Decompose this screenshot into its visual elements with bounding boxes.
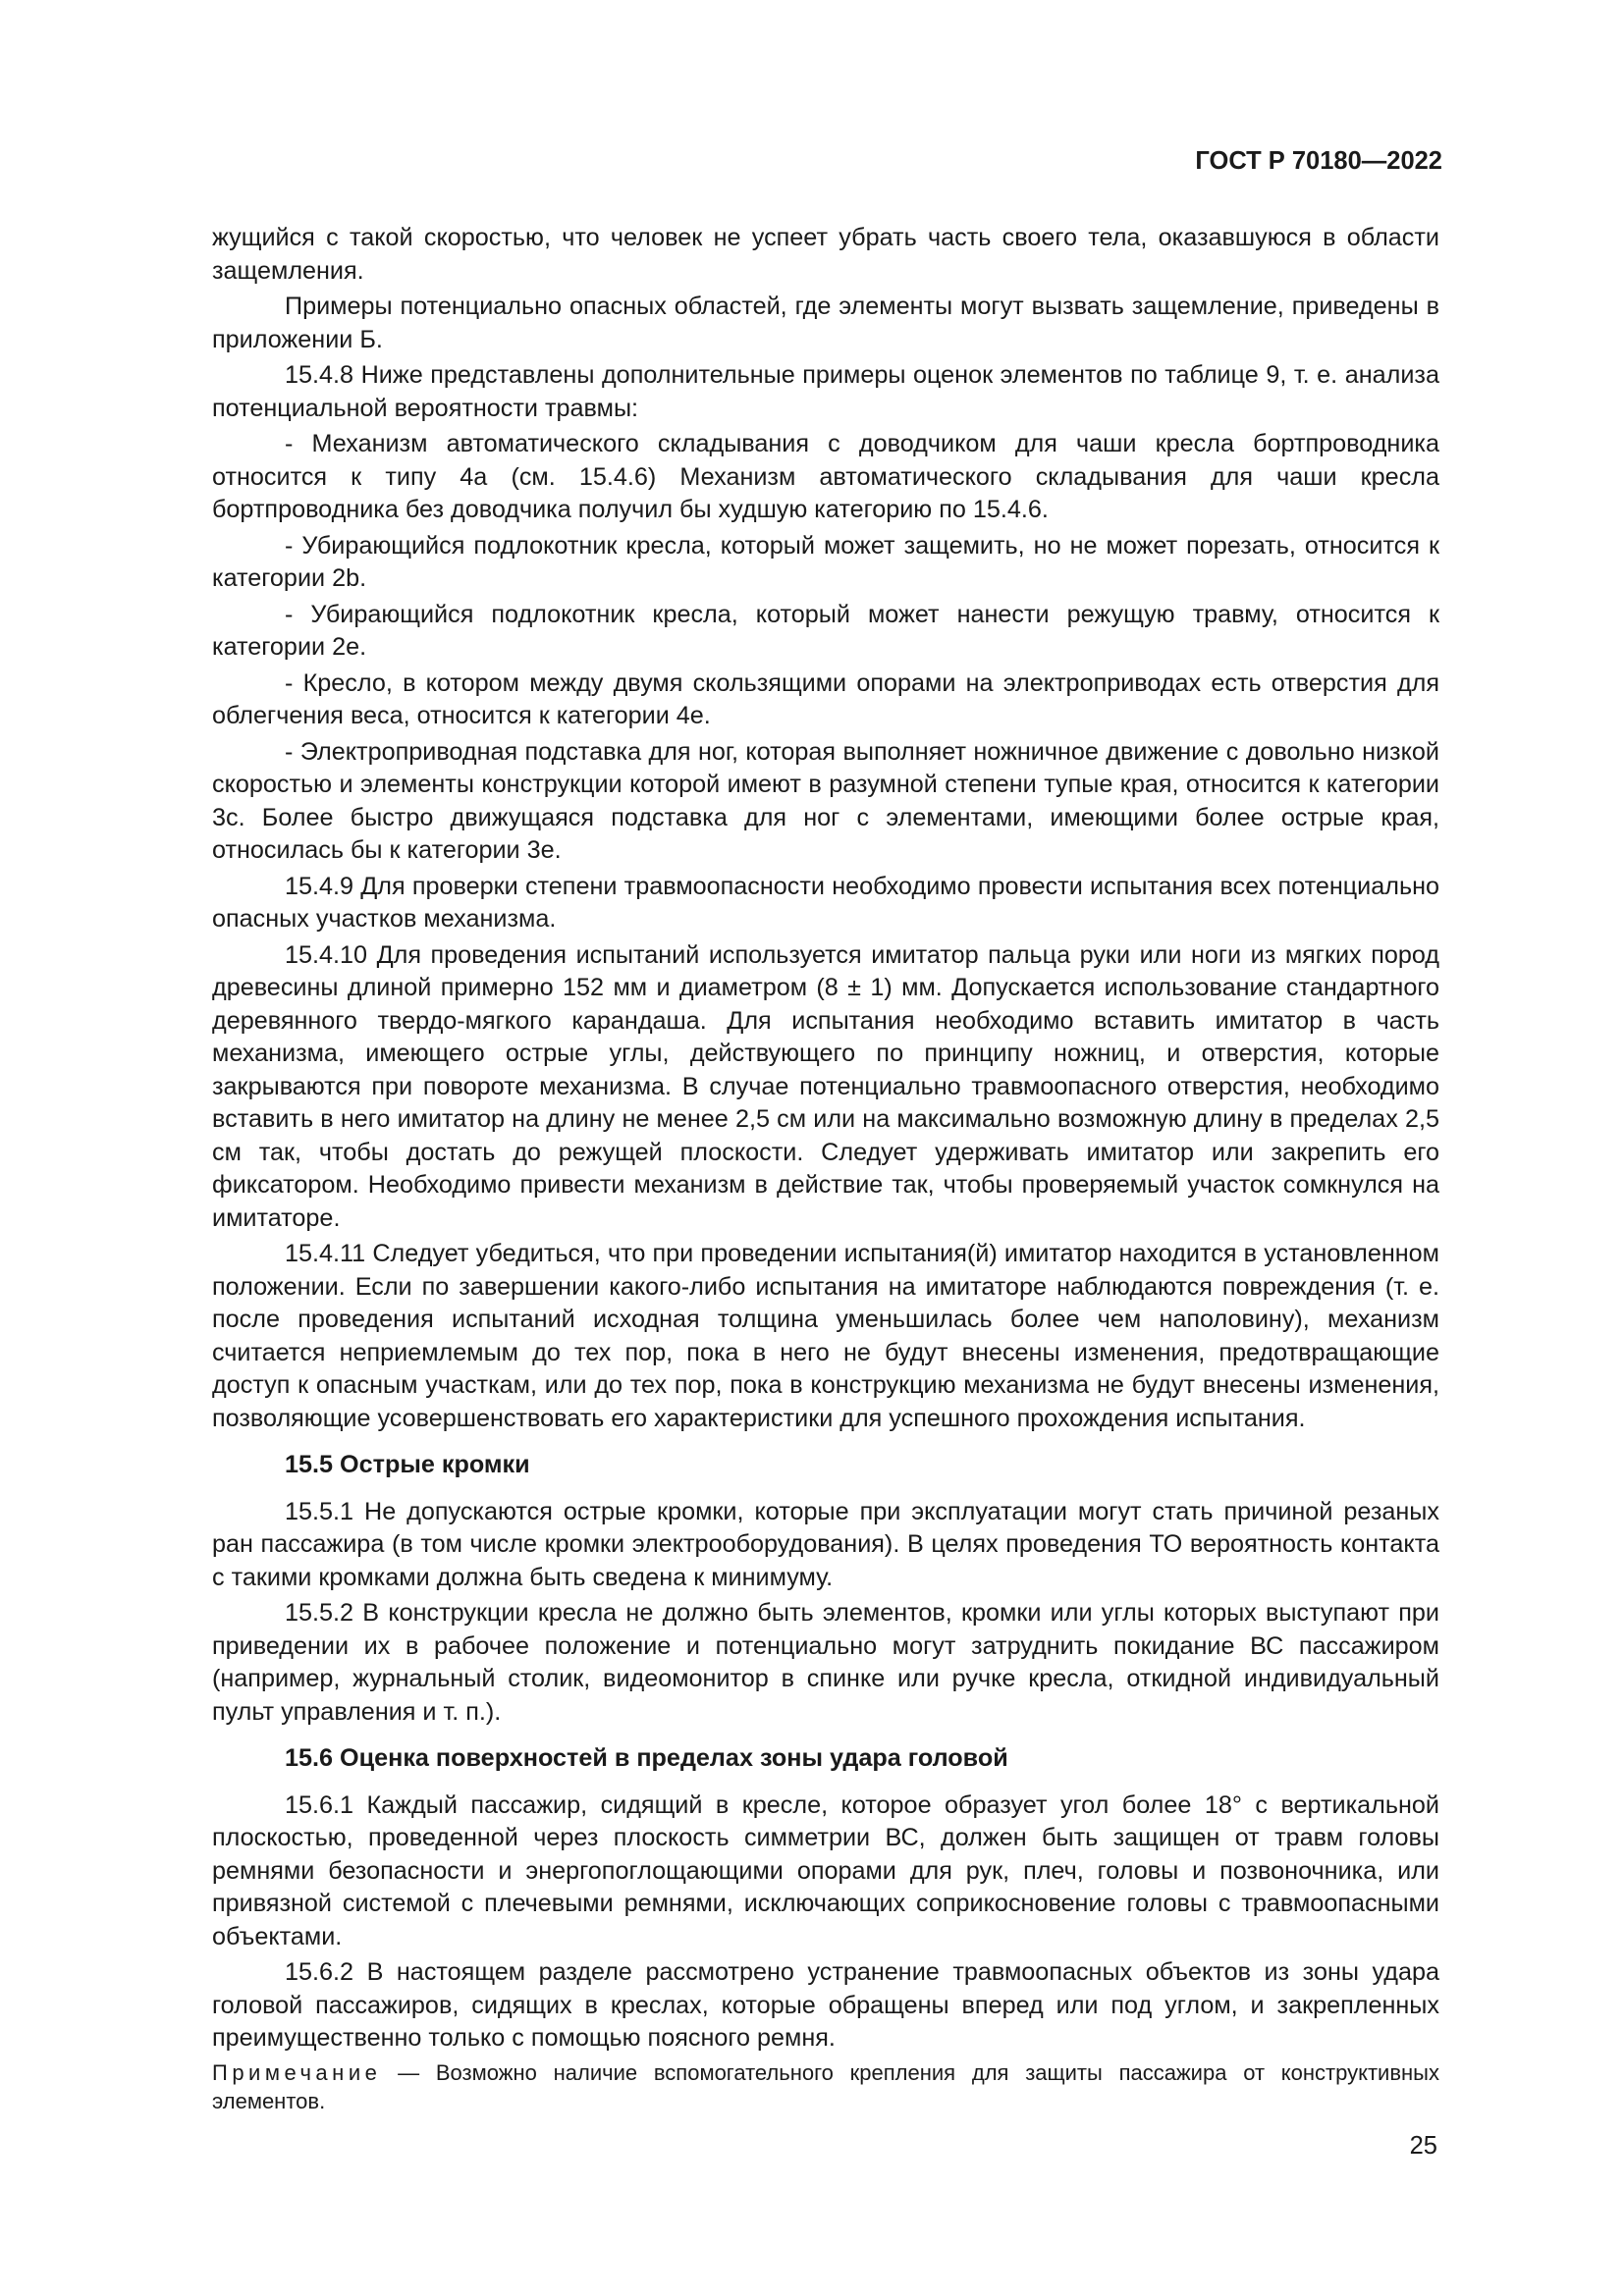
list-item: - Кресло, в котором между двумя скользящими опорами на электроприводах есть отверстия для облегчения веса, относится к категории 4е. [212,668,1439,729]
paragraph: Примеры потенциально опасных областей, где элементы могут вызвать защемление, приведены в приложении Б. [212,293,1439,353]
list-item: - Убирающийся подлокотник кресла, который может защемить, но не может порезать, относится к категории 2b. [212,531,1439,592]
list-item: - Механизм автоматического складывания с доводчиком для чаши кресла бортпроводника относится к типу 4а (см. 15.4.6) Механизм автоматического складывания для чаши кресла бортпроводника без доводчика получил бы худшую категорию по 15.4.6. [212,430,1439,523]
paragraph-15-4-10: 15.4.10 Для проведения испытаний используется имитатор пальца руки или ноги из мягких пород древесины длиной примерно 152 мм и диаметром (8 ± 1) мм. Допускается использование стандартного деревянного твердо-мягкого карандаша. Для испытания необходимо вставить имитатор в часть механизма, имеющего острые углы, действующего по принципу ножниц, и отверстия, которые закрываются при повороте механизма. В случае потенциально травмоопасного отверстия, необходимо вставить в него имитатор на длину не менее 2,5 см или на максимально возможную длину в пределах 2,5 см так, чтобы достать до режущей плоскости. Следует удерживать имитатор или закрепить его фиксатором. Необходимо привести механизм в действие так, чтобы проверяемый участок сомкнулся на имитаторе. [212,940,1439,1232]
note [212,2058,1439,2115]
page-content [212,222,1439,2118]
paragraph-15-4-9: 15.4.9 Для проверки степени травмоопасности необходимо провести испытания всех потенциально опасных участков механизма. [212,872,1439,933]
list-item: - Убирающийся подлокотник кресла, который может нанести режущую травму, относится к категории 2е. [212,600,1439,661]
paragraph-15-5-2: 15.5.2 В конструкции кресла не должно быть элементов, кромки или углы которых выступают при приведении их в рабочее положение и потенциально могут затруднить покидание ВС пассажиром (например, журнальный столик, видеомонитор в спинке или ручке кресла, откидной индивидуальный пульт управления и т. п.). [212,1599,1439,1726]
paragraph-15-4-11: 15.4.11 Следует убедиться, что при проведении испытания(й) имитатор находится в установленном положении. Если по завершении какого-либо испытания на имитаторе наблюдаются повреждения (т. е. после проведения испытаний исходная толщина уменьшилась более чем наполовину), механизм считается неприемлемым до тех пор, пока в него не будут внесены изменения, предотвращающие доступ к опасным участкам, или до тех пор, пока в конструкцию механизма не будут внесены изменения, позволяющие усовершенствовать его характеристики для успешного прохождения испытания. [212,1240,1439,1432]
paragraph-15-6-2: 15.6.2 В настоящем разделе рассмотрено устранение травмоопасных объектов из зоны удара головой пассажиров, сидящих в креслах, которые обращены вперед или под углом, и закрепленных преимущественно только с помощью поясного ремня. [212,1958,1439,2052]
list-item: - Электроприводная подставка для ног, которая выполняет ножничное движение с довольно низкой скоростью и элементы конструкции которой имеют в разумной степени тупые края, относится к категории 3с. Более быстро движущаяся подставка для ног с элементами, имеющими более острые края, относилась бы к категории 3е. [212,737,1439,864]
note-text: — Возможно наличие вспомогательного крепления для защиты пассажира от конструктивных элементов. [212,2059,1439,2113]
section-heading-15-6: 15.6 Оценка поверхностей в пределах зоны удара головой [285,1744,1008,1772]
paragraph-15-4-8: 15.4.8 Ниже представлены дополнительные примеры оценок элементов по таблице 9, т. е. анализа потенциальной вероятности травмы: [212,361,1439,422]
note-label: Примечание [212,2059,382,2085]
page-number: 25 [1409,2132,1437,2160]
document-header: ГОСТ Р 70180—2022 [1195,147,1442,175]
paragraph-15-5-1: 15.5.1 Не допускаются острые кромки, которые при эксплуатации могут стать причиной резаных ран пассажира (в том числе кромки электрооборудования). В целях проведения ТО вероятность контакта с такими кромками должна быть сведена к минимуму. [212,1497,1439,1591]
paragraph-15-6-1: 15.6.1 Каждый пассажир, сидящий в кресле, которое образует угол более 18° с вертикальной плоскостью, проведенной через плоскость симметрии ВС, должен быть защищен от травм головы ремнями безопасности и энергопоглощающими опорами для рук, плеч, головы и позвоночника, или привязной системой с плечевыми ремнями, исключающих соприкосновение головы с травмоопасными объектами. [212,1790,1439,1950]
paragraph: жущийся с такой скоростью, что человек не успеет убрать часть своего тела, оказавшуюся в области защемления. [212,224,1439,285]
section-heading-15-5: 15.5 Острые кромки [285,1451,530,1478]
